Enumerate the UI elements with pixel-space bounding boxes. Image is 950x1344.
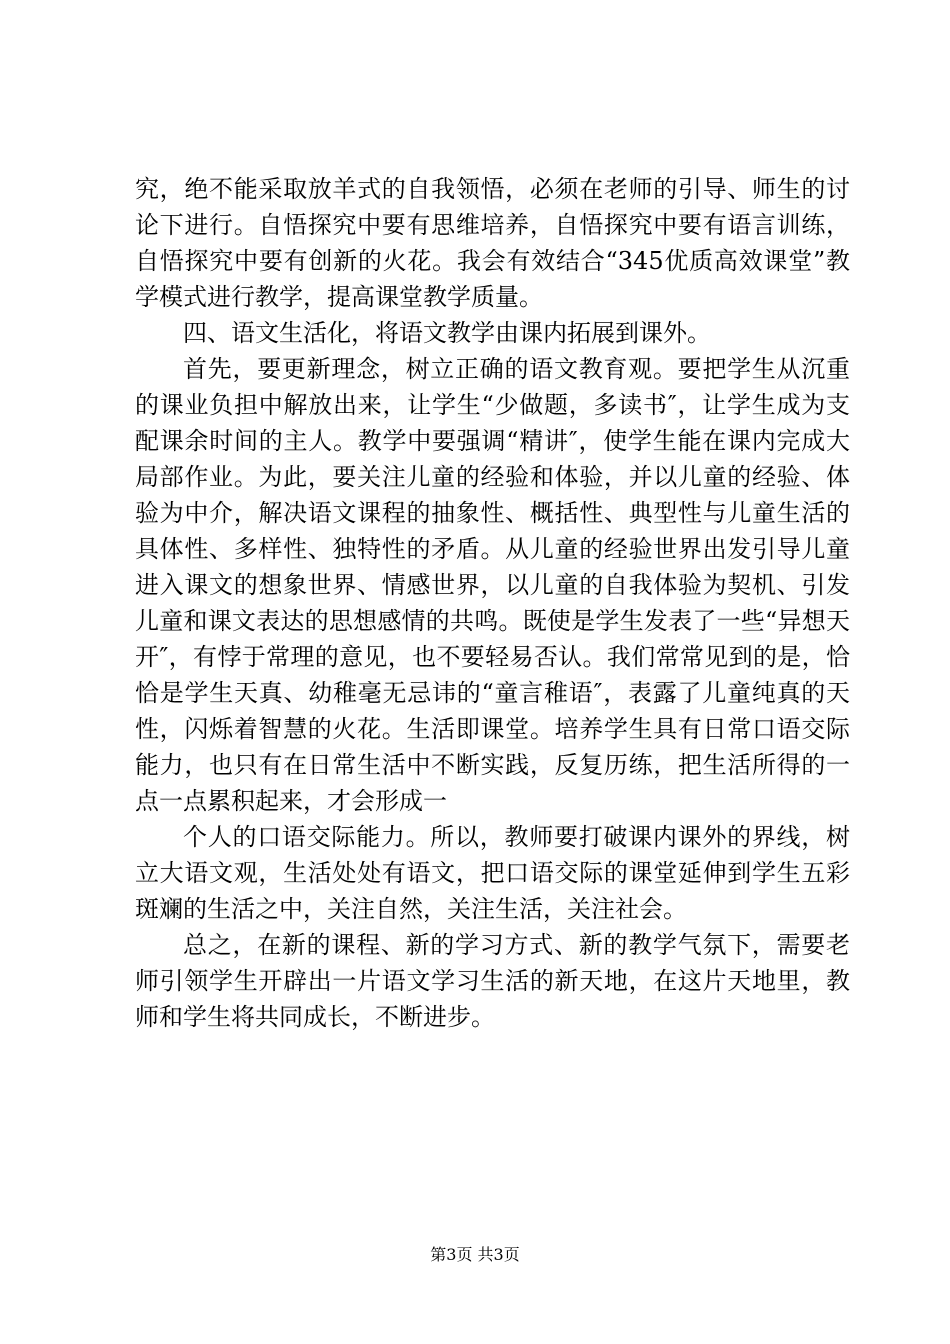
paragraph-oral-communication: 个人的口语交际能力。所以，教师要打破课内课外的界线，树立大语文观，生活处处有语文，把口语交际的课堂延伸到学生五彩斑斓的生活之中，关注自然，关注生活，关注社会。 [135,823,850,923]
paragraph-first-point: 首先，要更新理念，树立正确的语文教育观。要把学生从沉重的课业负担中解放出来，让学生“少做题，多读书″，让学生成为支配课余时间的主人。教学中要强调“精讲″，使学生能在课内完成大局部作业。为此，要关注儿童的经验和体验，并以儿童的经验、体验为中介，解决语文课程的抽象性、概括性、典型性与儿童生活的具体性、多样性、独特性的矛盾。从儿童的经验世界出发引导儿童进入课文的想象世界、情感世界，以儿童的自我体验为契机、引发儿童和课文表达的思想感情的共鸣。既使是学生发表了一些“异想天开″，有悖于常理的意见，也不要轻易否认。我们常常见到的是，恰恰是学生天真、幼稚毫无忌讳的“童言稚语″，表露了儿童纯真的天性，闪烁着智慧的火花。生活即课堂。培养学生具有日常口语交际能力，也只有在日常生活中不断实践，反复历练，把生活所得的一点一点累积起来，才会形成一 [135,355,850,815]
document-body [135,171,850,1035]
page-number-footer: 第3页 共3页 [430,1245,520,1264]
paragraph-continuation: 究，绝不能采取放羊式的自我领悟，必须在老师的引导、师生的讨论下进行。自悟探究中要有思维培养，自悟探究中要有语言训练，自悟探究中要有创新的火花。我会有效结合“345优质高效课堂”教学模式进行教学，提高课堂教学质量。 [135,175,850,311]
paragraph-section-four-heading: 四、语文生活化，将语文教学由课内拓展到课外。 [183,319,711,347]
paragraph-conclusion: 总之，在新的课程、新的学习方式、新的教学气氛下，需要老师引领学生开辟出一片语文学习生活的新天地，在这片天地里，教师和学生将共同成长，不断进步。 [135,931,850,1031]
